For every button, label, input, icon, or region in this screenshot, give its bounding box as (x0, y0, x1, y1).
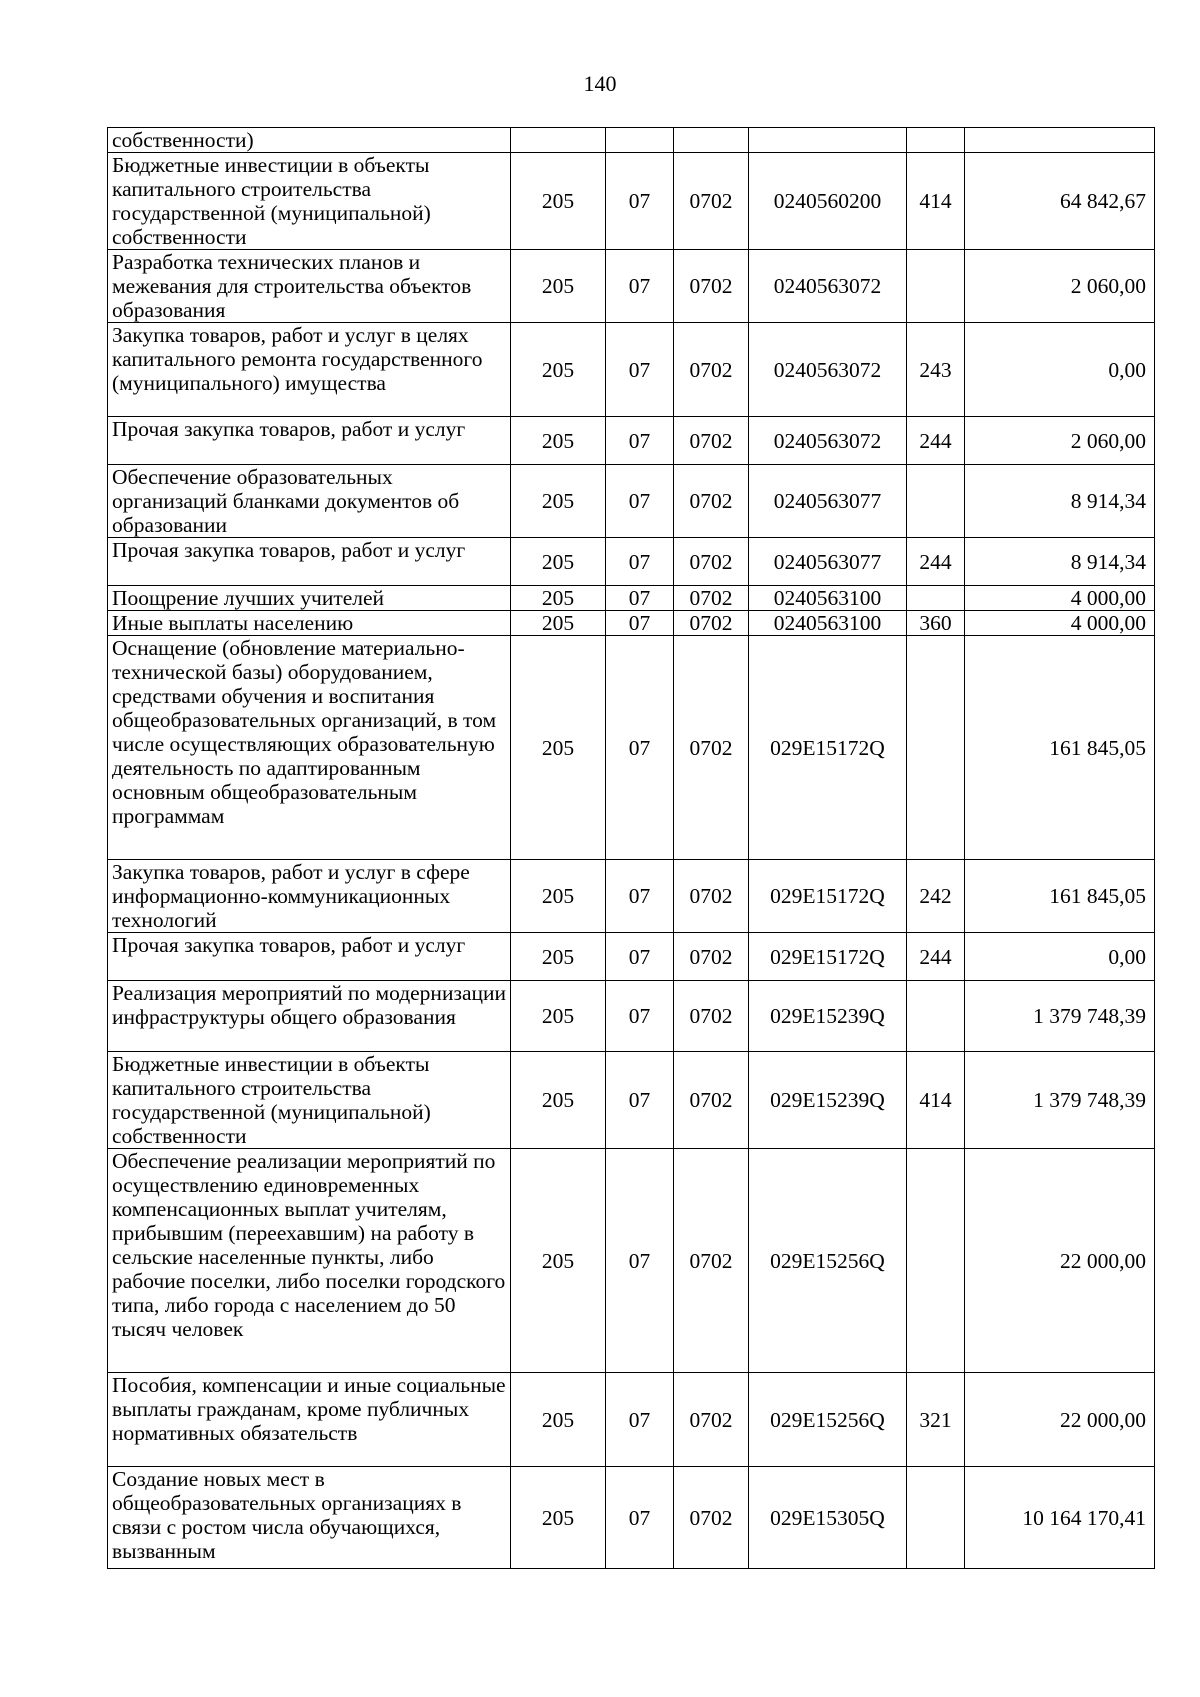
table-row (108, 636, 1155, 860)
cell-vr: 360 (907, 611, 965, 636)
cell-podrazdel: 0702 (674, 465, 749, 538)
cell-vr (907, 636, 965, 860)
cell-vr: 244 (907, 417, 965, 465)
cell-podrazdel: 0702 (674, 636, 749, 860)
cell-name: Иные выплаты населению (108, 611, 511, 636)
cell-csr: 029E15305Q (749, 1467, 907, 1569)
cell-ved: 205 (511, 465, 606, 538)
cell-vr: 243 (907, 323, 965, 417)
cell-vr (907, 250, 965, 323)
cell-sum: 8 914,34 (965, 538, 1155, 586)
cell-sum: 2 060,00 (965, 250, 1155, 323)
table-row (108, 538, 1155, 586)
cell-ved: 205 (511, 153, 606, 250)
cell-vr: 242 (907, 860, 965, 933)
cell-podrazdel: 0702 (674, 981, 749, 1052)
cell-csr: 0240563072 (749, 250, 907, 323)
cell-csr: 029E15239Q (749, 1052, 907, 1149)
cell-csr: 029E15172Q (749, 933, 907, 981)
cell-sum: 161 845,05 (965, 636, 1155, 860)
table-row (108, 417, 1155, 465)
cell-name: Прочая закупка товаров, работ и услуг (108, 933, 511, 981)
cell-csr: 029E15172Q (749, 636, 907, 860)
cell-name: Закупка товаров, работ и услуг в целях капитального ремонта государственного (муниципального) имущества (108, 323, 511, 417)
cell-ved: 205 (511, 417, 606, 465)
cell-podrazdel: 0702 (674, 1052, 749, 1149)
cell-vr: 244 (907, 933, 965, 981)
cell-razdel: 07 (606, 611, 674, 636)
cell-podrazdel: 0702 (674, 153, 749, 250)
cell-ved: 205 (511, 1149, 606, 1373)
cell-ved: 205 (511, 323, 606, 417)
cell-vr (907, 1149, 965, 1373)
cell-podrazdel: 0702 (674, 1373, 749, 1467)
cell-sum: 4 000,00 (965, 586, 1155, 611)
cell-name: Пособия, компенсации и иные социальные выплаты гражданам, кроме публичных нормативных обязательств (108, 1373, 511, 1467)
cell-name: Обеспечение образовательных организаций бланками документов об образовании (108, 465, 511, 538)
cell-razdel: 07 (606, 636, 674, 860)
cell-podrazdel: 0702 (674, 250, 749, 323)
cell-sum: 22 000,00 (965, 1373, 1155, 1467)
cell-name: Бюджетные инвестиции в объекты капитального строительства государственной (муниципальной) собственности (108, 1052, 511, 1149)
cell-csr: 029E15256Q (749, 1149, 907, 1373)
table-row (108, 128, 1155, 153)
cell-podrazdel: 0702 (674, 1467, 749, 1569)
cell-vr: 321 (907, 1373, 965, 1467)
cell-razdel: 07 (606, 417, 674, 465)
cell-podrazdel: 0702 (674, 1149, 749, 1373)
cell-name: Прочая закупка товаров, работ и услуг (108, 417, 511, 465)
table-row (108, 250, 1155, 323)
cell-ved: 205 (511, 1373, 606, 1467)
table-body (108, 128, 1155, 1569)
cell-ved: 205 (511, 981, 606, 1052)
cell-podrazdel: 0702 (674, 538, 749, 586)
table-row (108, 981, 1155, 1052)
table-row (108, 1373, 1155, 1467)
cell-ved: 205 (511, 933, 606, 981)
cell-vr: 414 (907, 1052, 965, 1149)
cell-razdel: 07 (606, 465, 674, 538)
cell-csr: 029E15256Q (749, 1373, 907, 1467)
cell-name: Оснащение (обновление материально-технической базы) оборудованием, средствами обучения и воспитания общеобразовательных организаций, в том числе осуществляющих образовательную деятельность по адаптированным основным общеобразовательным программам (108, 636, 511, 860)
cell-sum: 0,00 (965, 933, 1155, 981)
cell-ved: 205 (511, 250, 606, 323)
cell-podrazdel (674, 128, 749, 153)
cell-sum: 1 379 748,39 (965, 1052, 1155, 1149)
cell-sum: 161 845,05 (965, 860, 1155, 933)
cell-ved: 205 (511, 1467, 606, 1569)
cell-csr: 029E15172Q (749, 860, 907, 933)
cell-vr (907, 1467, 965, 1569)
cell-ved (511, 128, 606, 153)
cell-podrazdel: 0702 (674, 417, 749, 465)
cell-csr: 0240563072 (749, 323, 907, 417)
cell-vr (907, 128, 965, 153)
cell-ved: 205 (511, 586, 606, 611)
cell-sum: 4 000,00 (965, 611, 1155, 636)
cell-name: Поощрение лучших учителей (108, 586, 511, 611)
cell-ved: 205 (511, 611, 606, 636)
cell-razdel: 07 (606, 860, 674, 933)
table-row (108, 1149, 1155, 1373)
cell-name: Закупка товаров, работ и услуг в сфере информационно-коммуникационных технологий (108, 860, 511, 933)
cell-podrazdel: 0702 (674, 933, 749, 981)
cell-name: Бюджетные инвестиции в объекты капитального строительства государственной (муниципальной) собственности (108, 153, 511, 250)
cell-csr: 0240563100 (749, 586, 907, 611)
cell-name: собственности) (108, 128, 511, 153)
table-row (108, 586, 1155, 611)
cell-sum (965, 128, 1155, 153)
cell-razdel (606, 128, 674, 153)
cell-csr: 029E15239Q (749, 981, 907, 1052)
cell-sum: 64 842,67 (965, 153, 1155, 250)
cell-name: Обеспечение реализации мероприятий по осуществлению единовременных компенсационных выплат учителям, прибывшим (переехавшим) на работу в сельские населенные пункты, либо рабочие поселки, либо поселки городского типа, либо города с населением до 50 тысяч человек (108, 1149, 511, 1373)
cell-razdel: 07 (606, 323, 674, 417)
cell-podrazdel: 0702 (674, 586, 749, 611)
cell-sum: 2 060,00 (965, 417, 1155, 465)
cell-ved: 205 (511, 636, 606, 860)
cell-vr (907, 981, 965, 1052)
cell-razdel: 07 (606, 250, 674, 323)
table-row (108, 323, 1155, 417)
cell-vr (907, 465, 965, 538)
cell-sum: 10 164 170,41 (965, 1467, 1155, 1569)
cell-razdel: 07 (606, 1149, 674, 1373)
cell-name: Создание новых мест в общеобразовательных организациях в связи с ростом числа обучающихся, вызванным (108, 1467, 511, 1569)
cell-ved: 205 (511, 1052, 606, 1149)
cell-vr: 244 (907, 538, 965, 586)
cell-podrazdel: 0702 (674, 860, 749, 933)
table-row (108, 1467, 1155, 1569)
table-row (108, 933, 1155, 981)
cell-name: Разработка технических планов и межевания для строительства объектов образования (108, 250, 511, 323)
cell-razdel: 07 (606, 538, 674, 586)
cell-razdel: 07 (606, 1467, 674, 1569)
cell-razdel: 07 (606, 933, 674, 981)
cell-csr (749, 128, 907, 153)
cell-razdel: 07 (606, 586, 674, 611)
cell-razdel: 07 (606, 981, 674, 1052)
cell-csr: 0240563077 (749, 538, 907, 586)
table-row (108, 153, 1155, 250)
cell-vr: 414 (907, 153, 965, 250)
table-row (108, 611, 1155, 636)
cell-csr: 0240563072 (749, 417, 907, 465)
table-row (108, 860, 1155, 933)
cell-name: Прочая закупка товаров, работ и услуг (108, 538, 511, 586)
cell-ved: 205 (511, 860, 606, 933)
page-number: 140 (583, 71, 617, 96)
cell-razdel: 07 (606, 153, 674, 250)
cell-podrazdel: 0702 (674, 611, 749, 636)
cell-razdel: 07 (606, 1373, 674, 1467)
cell-sum: 0,00 (965, 323, 1155, 417)
cell-sum: 22 000,00 (965, 1149, 1155, 1373)
cell-name: Реализация мероприятий по модернизации инфраструктуры общего образования (108, 981, 511, 1052)
cell-csr: 0240563077 (749, 465, 907, 538)
cell-podrazdel: 0702 (674, 323, 749, 417)
table-row (108, 1052, 1155, 1149)
cell-sum: 1 379 748,39 (965, 981, 1155, 1052)
cell-ved: 205 (511, 538, 606, 586)
table-row (108, 465, 1155, 538)
cell-sum: 8 914,34 (965, 465, 1155, 538)
cell-razdel: 07 (606, 1052, 674, 1149)
budget-table (107, 127, 1155, 1569)
cell-csr: 0240563100 (749, 611, 907, 636)
cell-vr (907, 586, 965, 611)
cell-csr: 0240560200 (749, 153, 907, 250)
